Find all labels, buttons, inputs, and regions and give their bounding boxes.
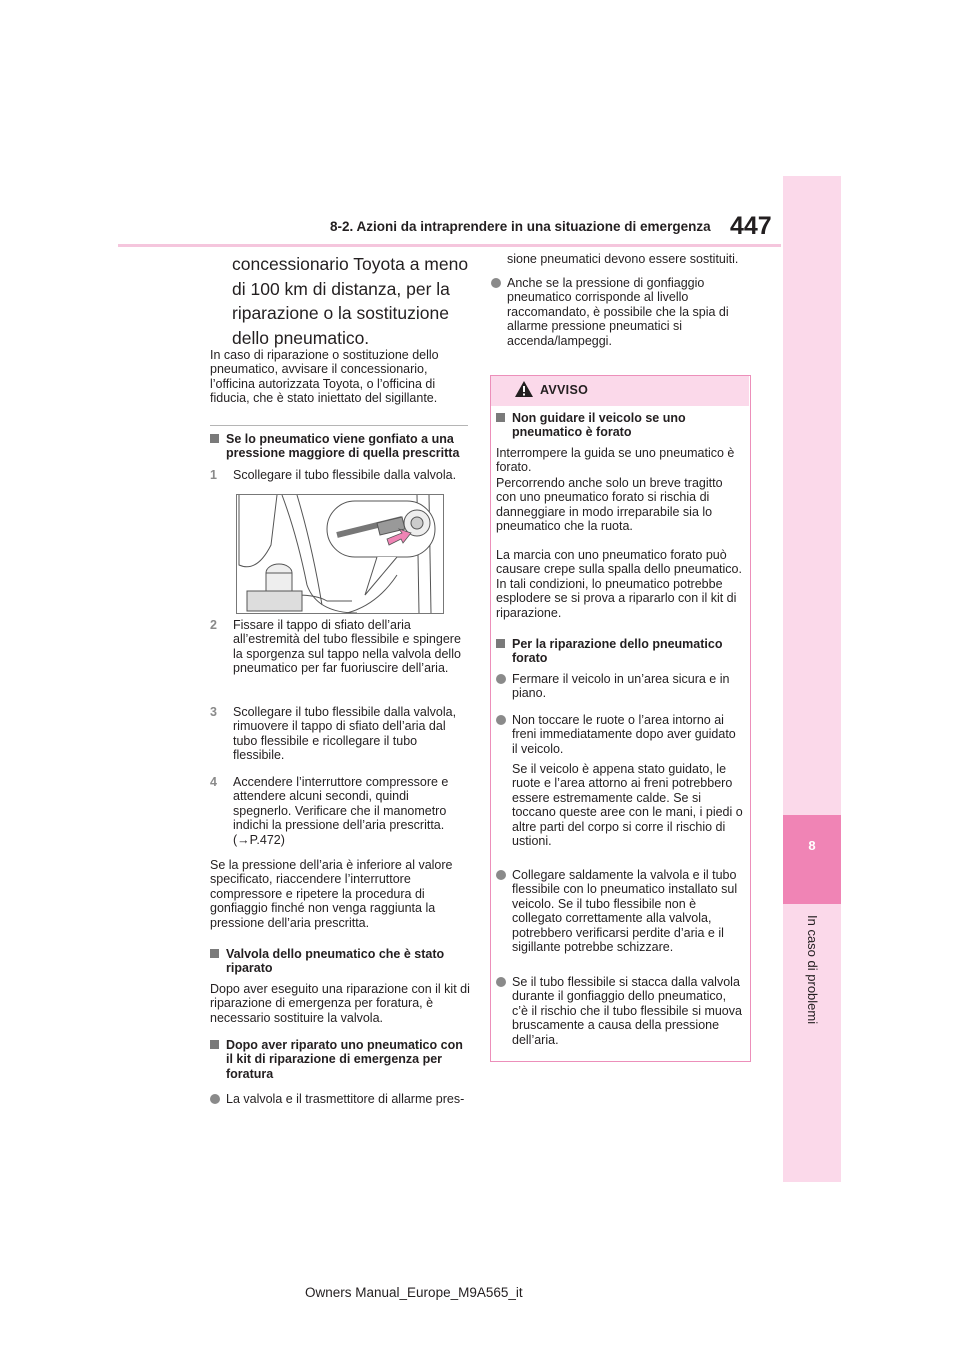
round-bullet-icon: [496, 870, 506, 880]
chapter-tab[interactable]: [783, 815, 841, 904]
square-bullet-icon: [210, 434, 219, 443]
warning-bullet-hose-detach: Se il tubo flessibile si stacca dalla valvola durante il gonfiaggio dello pneumatico, c’è il rischio che il tubo flessibile si muova bruscamente a causa della pressione dell’aria.: [496, 975, 744, 1047]
subheading-valve: Valvola dello pneumatico che è stato riparato: [210, 947, 468, 976]
warning-bullet-stop-safe: Fermare il veicolo in un’area sicura e in piano.: [496, 672, 744, 701]
square-bullet-icon: [210, 1040, 219, 1049]
hose-valve-illustration: [236, 494, 444, 614]
section-title: 8-2. Azioni da intraprendere in una situazione di emergenza: [330, 219, 711, 234]
step-4: 4 Accendere l’interruttore compressore e attendere alcuni secondi, quindi spegnerlo. Verificare che il manometro indichi la pressione dell’aria prescritta. (→P.472): [210, 775, 449, 847]
warning-bullet-connect-hose: Collegare saldamente la valvola e il tubo flessibile con lo pneumatico installato sul veicolo. Se il tubo flessibile non è collegato correttamente alla valvola, potrebbero verificarsi perdite d’aria e il sigillante potrebbe schizzare.: [496, 868, 744, 954]
step-2: 2 Fissare il tappo di sfiato dell’aria all’estremità del tubo flessibile e spingere la sporgenza sul tappo nella valvola dello pneumatico per far fuoriuscire dell’aria.: [210, 618, 461, 676]
warning-paragraph-damage: Percorrendo anche solo un breve tragitto con uno pneumatico forato si rischia di danneggiare in modo irreparabile sia lo pneumatico che la ruota.: [496, 476, 723, 534]
note-paragraph: In caso di riparazione o sostituzione dello pneumatico, avvisare il concessionario, l’officina autorizzata Toyota, o l’officina di fiducia, che è stato iniettato del sigillante.: [210, 348, 439, 406]
square-bullet-icon: [496, 639, 505, 648]
warning-bullet-hot-brakes: Non toccare le ruote o l’area intorno ai freni immediatamente dopo aver guidato il veicolo.: [496, 713, 744, 756]
step-1: 1 Scollegare il tubo flessibile dalla valvola.: [210, 468, 457, 482]
warning-paragraph-burns: Se il veicolo è appena stato guidato, le ruote e l’area attorno ai freni potrebbero essere estremamente calde. Se si toccano queste aree con le mani, i piedi o altre parti del corpo si corre il rischio di ustioni.: [512, 762, 743, 849]
round-bullet-icon: [496, 674, 506, 684]
bullet-valve-transmitter: La valvola e il trasmettitore di allarme pres-: [210, 1092, 472, 1106]
subheading-after-repair: Dopo aver riparato uno pneumatico con il kit di riparazione di emergenza per foratura: [210, 1038, 468, 1081]
continued-text: sione pneumatici devono essere sostituiti.: [507, 252, 739, 266]
warning-paragraph-cracks: La marcia con uno pneumatico forato può causare crepe sulla spalla dello pneumatico. In tali condizioni, lo pneumatico potrebbe esplodere se si prova a ripararlo con il kit di riparazione.: [496, 548, 742, 620]
divider: [210, 425, 468, 426]
step-3: 3 Scollegare il tubo flessibile dalla valvola, rimuovere il tappo di sfiato dell’aria dal tubo flessibile e ricollegare il tubo flessibile.: [210, 705, 457, 763]
paragraph-valve: Dopo aver eseguito una riparazione con il kit di riparazione di emergenza per foratura, è necessario sostituire la valvola.: [210, 982, 470, 1025]
round-bullet-icon: [496, 977, 506, 987]
warning-triangle-icon: [514, 380, 534, 403]
chapter-number: 8: [808, 838, 816, 853]
footer-manual-id: Owners Manual_Europe_M9A565_it: [305, 1285, 523, 1300]
square-bullet-icon: [496, 413, 505, 422]
round-bullet-icon: [496, 715, 506, 725]
side-tab-strip: [783, 176, 841, 1182]
header-rule: [118, 244, 781, 247]
bullet-warning-light: Anche se la pressione di gonfiaggio pneumatico corrisponde al livello raccomandato, è possibile che la spia di allarme pressione pneumatici si accenda/lampeggi.: [491, 276, 753, 348]
warning-heading-flat-tire: Non guidare il veicolo se uno pneumatico è forato: [496, 411, 742, 440]
chapter-label: In caso di problemi: [805, 915, 820, 1025]
warning-heading-repair: Per la riparazione dello pneumatico forato: [496, 637, 742, 666]
round-bullet-icon: [491, 278, 501, 288]
round-bullet-icon: [210, 1094, 220, 1104]
paragraph-reinflate: Se la pressione dell’aria è inferiore al valore specificato, riaccendere l’interruttore compressore e ripetere la procedura di gonfiaggio finché non venga raggiunta la pressione dell’aria prescritta.: [210, 858, 453, 930]
warning-title: AVVISO: [540, 383, 589, 397]
subheading-overpressure: Se lo pneumatico viene gonfiato a una pressione maggiore di quella prescritta: [210, 432, 468, 461]
square-bullet-icon: [210, 949, 219, 958]
intro-text: concessionario Toyota a meno di 100 km di distanza, per la riparazione o la sostituzione dello pneumatico.: [232, 254, 469, 348]
warning-paragraph-stop: Interrompere la guida se uno pneumatico è forato.: [496, 446, 735, 475]
page-number: 447: [730, 212, 772, 240]
